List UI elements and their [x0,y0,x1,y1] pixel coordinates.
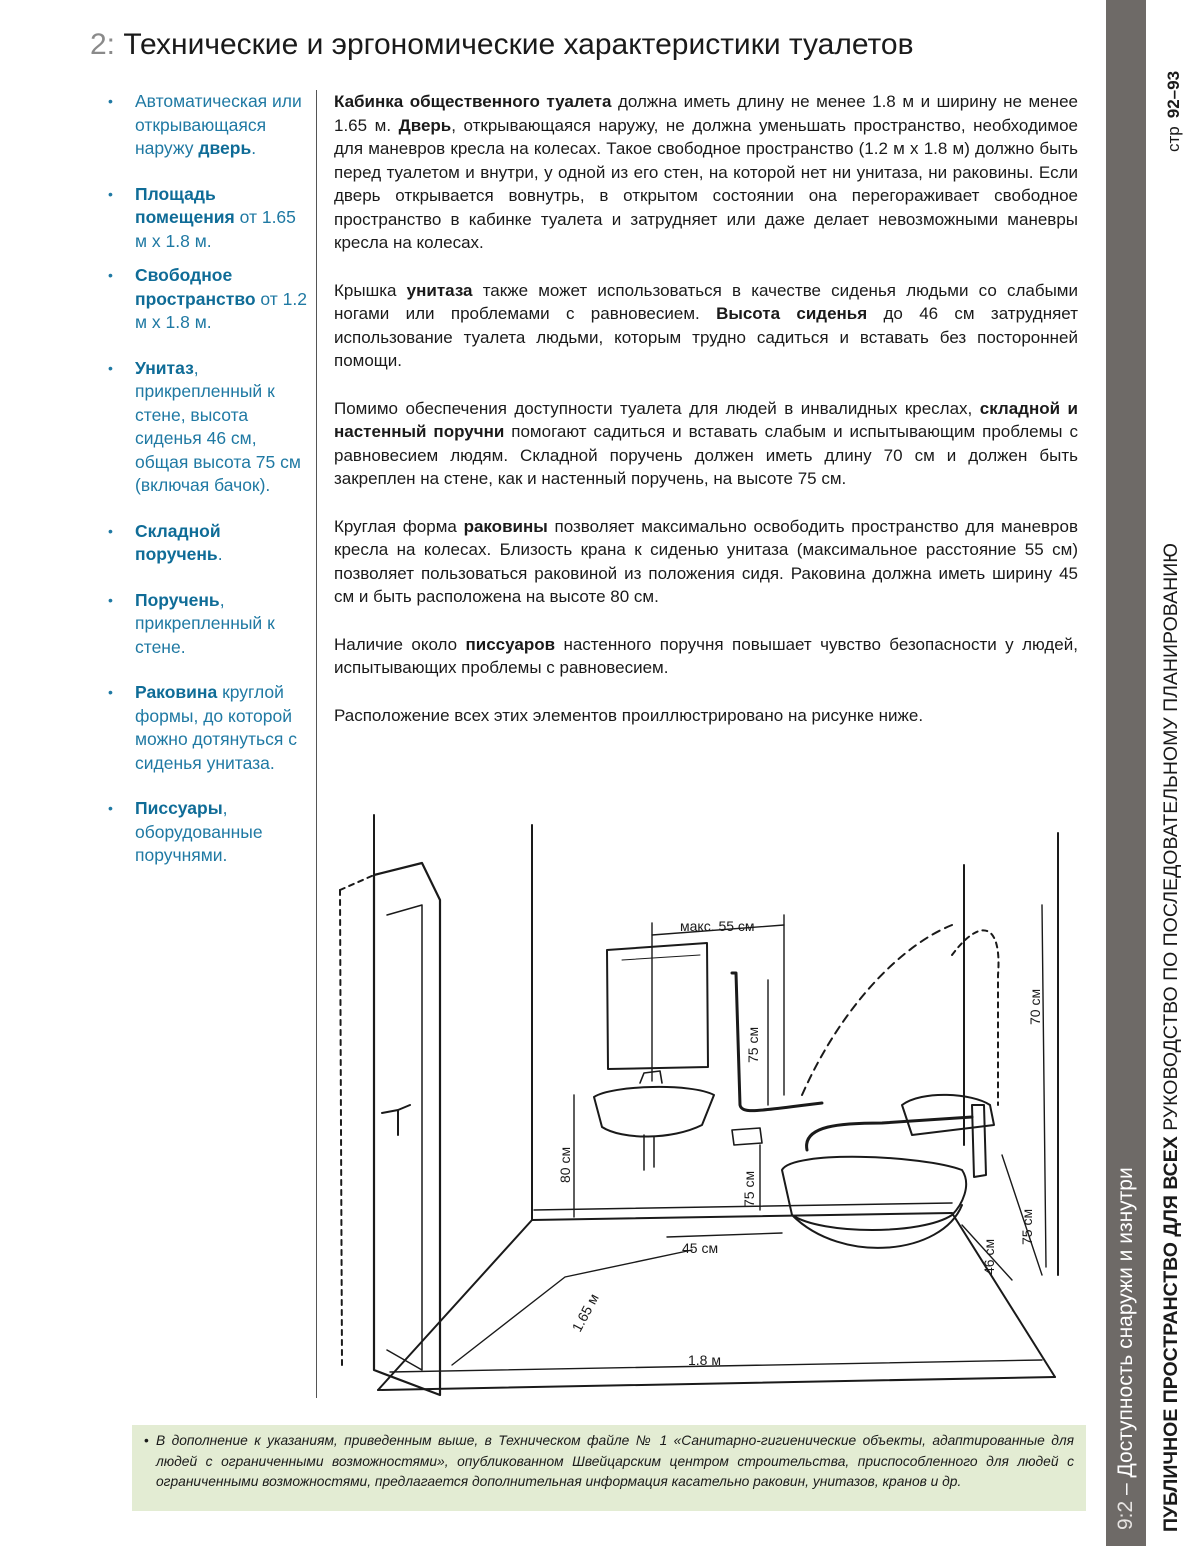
key-point-urinals [108,797,308,868]
label-length-165: 1.65 м [568,1290,602,1335]
label-sink-80: 80 см [557,1146,573,1183]
key-point-term: Свободное пространство [135,265,256,309]
paragraph-cabin: Кабинка общественного туалета должна иметь длину не менее 1.8 м и ширину не менее 1.65 м. Дверь, открывающаяся наружу, не должна уменьшать пространство, необходимое для маневров кресла на колесах. Такое свободное пространство (1.2 м х 1.8 м) должно быть перед туалетом и внутри, у одной из его стен, на которой нет ни унитаза, ни раковины. Если дверь открывается вовнутрь, в открытом состоянии она перегораживает свободное пространство в кабинке туалета и затрудняет или даже делает невозможными маневры кресла на колесах. [334,92,1078,252]
label-length-18: 1.8 м [688,1352,721,1368]
label-max55: макс. 55 см [680,918,755,934]
paragraph-urinals: Наличие около писсуаров настенного поручня повышает чувство безопасности у людей, испытывающих проблемы с равновесием. [334,634,1078,677]
door [340,863,440,1395]
key-point-text: , прикрепленный к стене. [135,589,275,657]
paper-holder [732,1128,762,1145]
section-number: 9:2 [1114,1500,1137,1530]
dimension-lines [390,905,1046,1372]
key-point-term: Складной поручень [135,520,221,564]
bullet-icon: • [108,684,113,700]
key-points-sidebar [108,90,308,868]
label-width-45: 45 см [682,1240,719,1256]
room-walls [374,815,1058,1390]
key-point-text: . [251,138,257,158]
key-point-folding-rail [108,520,308,567]
toilet-layout-illustration [322,805,1078,1405]
paragraph-toilet: Крышка унитаза также может использоваться в качестве сиденья людьми со слабыми ногами или проблемами с равновесием. Высота сиденья до 46 см затрудняет использование туалета людьми, которым трудно садиться и вставать без посторонней помощи. [334,280,1078,370]
note-text: В дополнение к указаниям, приведенным выше, в Техническом файле № 1 «Санитарно-гигиенические объекты, адаптированные для людей с ограниченными возможностями», опубликованном Швейцарским центром строительства, приспособленного для людей с ограниченными возможностями, предлагается дополнительная информация касательно раковин, унитазов, кранов и др. [156,1433,1074,1489]
key-point-term: Площадь помещения [135,183,235,227]
bullet-icon: • [108,359,113,376]
section-title: – Доступность снаружи и изнутри [1114,1167,1137,1501]
dimension-labels [557,918,1043,1368]
key-point-text: , прикрепленный к стене, высота сиденья 46 см, общая высота 75 см (включая бачок). [135,357,301,495]
key-point-free-space [108,264,308,335]
sink [594,1071,714,1170]
label-rail-75: 75 см [745,1026,761,1063]
key-point-sink [108,681,308,775]
key-point-area [108,183,308,254]
bullet-icon: • [108,267,113,283]
bullet-icon: • [108,93,113,109]
key-point-term: дверь [198,138,252,158]
label-toilet-75: 75 см [1019,1208,1035,1245]
paragraph-rails: Помимо обеспечения доступности туалета для людей в инвалидных креслах, складной и настенный поручни помогают садиться и вставать слабым и испытывающим проблемы с равновесием людям. Складной поручень должен иметь длину 70 см и должен быть закреплен на стене, как и настенный поручень, на высоте 75 см. [334,398,1078,488]
key-point-text: круглой формы, до которой можно дотянуться с сиденья унитаза. [135,682,297,773]
paragraph-sink: Круглая форма раковины позволяет максимально освободить пространство для маневров кресла на колесах. Близость крана к сиденью унитаза (максимальное расстояние 55 см) позволяет пользоваться раковиной из положения сидя. Раковина должна иметь ширину 45 см и быть расположена на высоте 80 см. [334,516,1079,606]
mirror [607,943,708,1069]
key-point-text: , оборудованные поручнями. [135,798,263,865]
bullet-icon: • [108,591,113,608]
book-title-bold: ПУБЛИЧНОЕ ПРОСТРАНСТВО ДЛЯ ВСЕХ [1160,1136,1182,1532]
paragraph-figure-ref: Расположение всех этих элементов проиллюстрировано на рисунке ниже. [334,705,924,725]
body-text [334,90,1078,751]
label-paper-75: 75 см [741,1170,757,1207]
key-point-term: Раковина [135,682,218,702]
book-subtitle: РУКОВОДСТВО ПО ПОСЛЕДОВАТЕЛЬНОМУ ПЛАНИРОВАНИЮ [1160,543,1182,1137]
key-point-term: Поручень [135,589,220,610]
key-point-text: от 1.65 м х 1.8 м. [135,207,296,251]
column-divider [316,90,317,1398]
label-rail-70: 70 см [1027,988,1043,1025]
book-title [1160,543,1183,1532]
bullet-icon: • [108,800,113,816]
chapter-title: Технические и эргономические характеристики туалетов [123,28,914,61]
key-point-text: . [217,544,223,564]
page-title [90,28,914,62]
key-point-toilet [108,357,308,498]
page-prefix: стр [1164,126,1183,152]
toilet [782,925,999,1248]
label-seat-46: 46 см [981,1238,997,1275]
key-point-door [108,90,308,161]
key-point-term: Унитаз [135,357,194,378]
chapter-number: 2: [90,28,116,61]
page-range: 92–93 [1164,70,1183,119]
key-point-wall-rail [108,589,308,660]
bullet-icon: • [108,185,113,202]
bullet-icon: • [108,522,113,539]
page-number [1164,71,1184,152]
key-point-text: от 1.2 м х 1.8 м. [135,288,307,332]
additional-info-note [132,1425,1086,1511]
key-point-text: Автоматическая или открывающаяся наружу [135,91,302,158]
bullet-icon: • [144,1433,149,1448]
section-label [1114,1167,1138,1530]
key-point-term: Писсуары [135,798,223,818]
